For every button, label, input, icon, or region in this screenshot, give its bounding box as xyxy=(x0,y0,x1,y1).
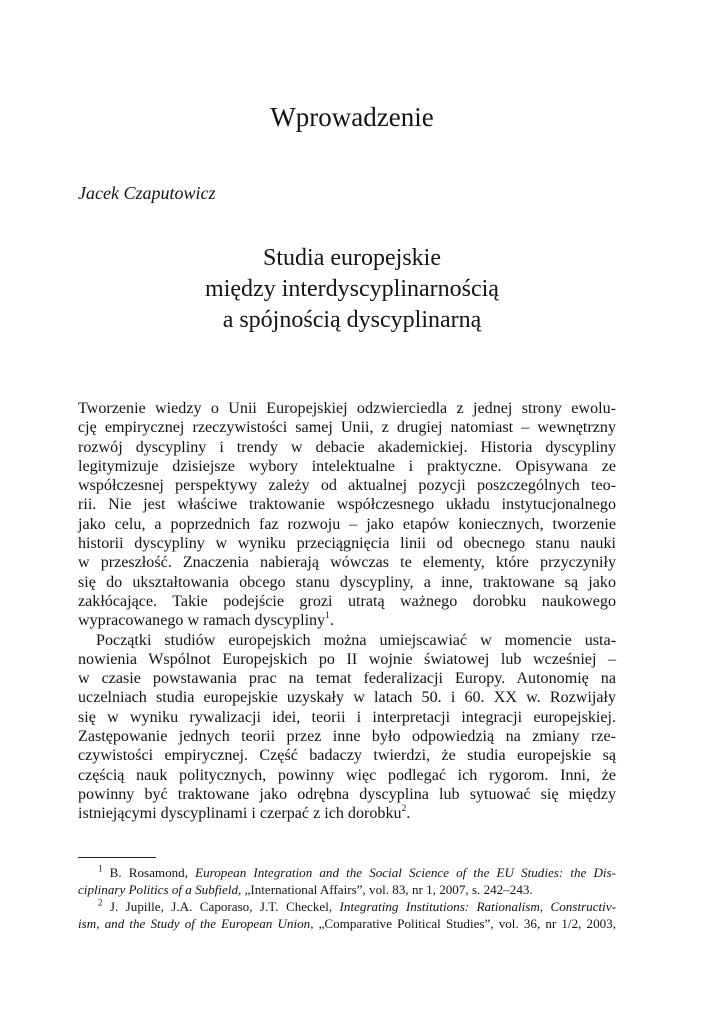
text-line: częścią nauk politycznych, powinny więc podlegać ich rygorom. Inni, że xyxy=(78,766,616,784)
title-line: a spójnością dyscyplinarną xyxy=(222,307,482,333)
footnotes xyxy=(78,864,616,932)
footnote-line xyxy=(78,898,616,915)
text-line: rii. Nie jest właściwe traktowanie współczesnego układu instytucjonalnego xyxy=(78,496,616,514)
text-line: Początki studiów europejskich można umiejscawiać w momencie usta- xyxy=(96,631,616,649)
text-line: jako celu, a poprzednich faz rozwoju – jako etapów koniecznych, tworzenie xyxy=(78,515,616,533)
footnote-text: J. Jupille, J.A. Caporaso, J.T. Checkel, xyxy=(102,899,340,914)
title-line: między interdyscyplinarnością xyxy=(205,276,499,302)
footnote-ref-1[interactable]: 1 xyxy=(325,610,330,621)
text-line: uczelniach studia europejskie uzyskały w latach 50. i 60. XX w. Rozwijały xyxy=(78,689,616,707)
text-line: się w wyniku rywalizacji idei, teorii i interpretacji integracji europejskiej. xyxy=(78,708,616,726)
footnote-line xyxy=(78,915,616,932)
text-line: współczesnej perspektywy zależy od aktualnej pozycji poszczególnych teo- xyxy=(78,477,616,495)
footnote-title: ism, and the Study of the European Union xyxy=(78,916,311,931)
text-line: legitymizuje dzisiejsze wybory intelektualne i praktyczne. Opisywana ze xyxy=(78,457,616,475)
title-line: Studia europejskie xyxy=(263,245,441,271)
footnote-line xyxy=(78,864,616,881)
text-line: zakłócające. Takie podejście grozi utratą ważnego dorobku naukowego xyxy=(78,592,616,610)
footnote-mark: 1 xyxy=(98,863,103,874)
text-line: powinny być traktowane jako odrębna dyscyplina lub sytuować się między xyxy=(78,785,616,803)
footnote-text: , „Comparative Political Studies”, vol. 36, nr 1/2, 2003, xyxy=(310,916,616,931)
footnote-2 xyxy=(78,898,616,932)
article-title xyxy=(0,243,704,336)
author-name: Jacek Czaputowicz xyxy=(78,183,216,203)
text-line: rozwój dyscypliny i trendy w debacie akademickiej. Historia dyscypliny xyxy=(78,438,616,456)
text-line: w czasie powstawania prac na temat federalizacji Europy. Autonomię na xyxy=(78,670,616,688)
footnote-text: B. Rosamond, xyxy=(102,865,196,880)
footnote-title: Integrating Institutions: Rationalism, Constructiv- xyxy=(339,899,616,914)
body-text xyxy=(78,399,616,824)
text-line: nowienia Wspólnot Europejskich po II wojnie światowej lub wcześniej – xyxy=(78,650,616,668)
footnote-title: European Integration and the Social Science of the EU Studies: the Dis- xyxy=(195,865,616,880)
text-line: wypracowanego w ramach dyscypliny$^1$. xyxy=(78,610,334,630)
text-line: czywistości empirycznej. Część badaczy twierdzi, że studia europejskie są xyxy=(78,747,616,765)
text-segment: istniejącymi dyscyplinami i czerpać z ich dorobku xyxy=(78,805,402,823)
text-line: cję empirycznej rzeczywistości samej Unii, z drugiej natomiast – wewnętrzny xyxy=(78,419,616,437)
footnote-ref-2[interactable]: 2 xyxy=(401,803,407,814)
text-line: Zastępowanie jednych teorii przez inne było odpowiedzią na zmiany rze- xyxy=(78,728,616,746)
footnote-mark: 2 xyxy=(98,897,103,908)
text-line: się do ukształtowania obcego stanu dyscypliny, a inne, traktowane są jako xyxy=(78,573,616,591)
paragraph-2 xyxy=(78,631,616,824)
footnote-text: , „International Affairs”, vol. 83, nr 1, 2007, s. 242–243. xyxy=(238,882,533,897)
footnote-separator xyxy=(78,857,156,858)
footnote-1 xyxy=(78,864,616,898)
text-line: historii dyscypliny w wyniku przeciągnięcia linii od obecnego stanu nauki xyxy=(78,535,616,553)
chapter-heading: Wprowadzenie xyxy=(270,102,434,132)
text-line: w przeszłość. Znaczenia nabierają wówczas te elementy, które przyczyniły xyxy=(78,554,616,572)
text-segment: wypracowanego w ramach dyscypliny xyxy=(78,612,326,630)
text-line: Tworzenie wiedzy o Unii Europejskiej odzwierciedla z jednej strony ewolu- xyxy=(78,400,616,417)
footnote-title: ciplinary Politics of a Subfield xyxy=(78,882,239,897)
footnote-line xyxy=(78,881,616,898)
paragraph-1 xyxy=(78,399,616,631)
text-line: istniejącymi dyscyplinami i czerpać z ich dorobku$^2$. xyxy=(78,803,411,823)
